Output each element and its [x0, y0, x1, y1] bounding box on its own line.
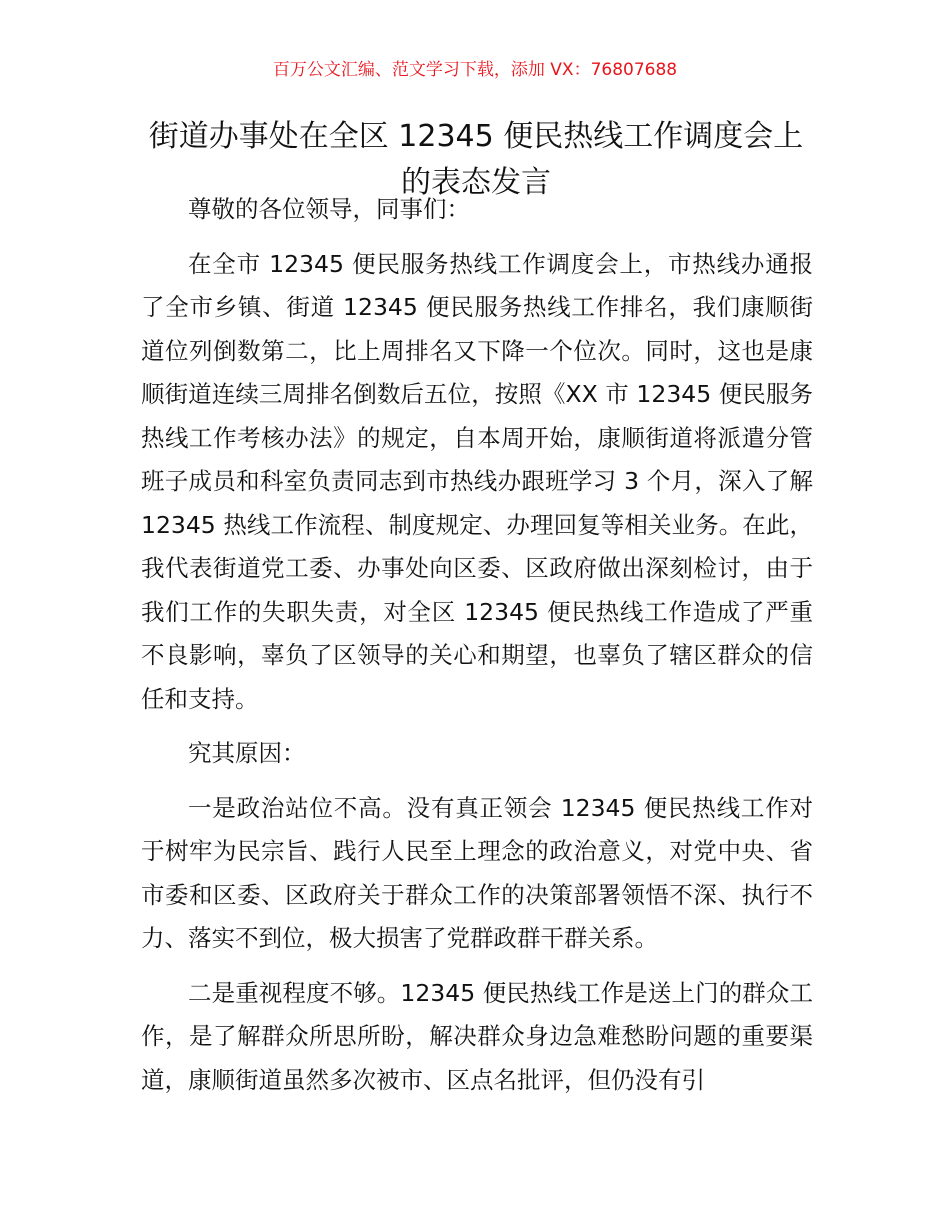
salutation-paragraph: 尊敬的各位领导，同事们： — [188, 195, 470, 223]
document-body — [141, 188, 813, 1102]
watermark-banner: 百万公文汇编、范文学习下载，添加 VX：76807688 — [272, 60, 678, 80]
reason-two-paragraph: 二是重视程度不够。12345 便民热线工作是送上门的群众工作，是了解群众所思所盼，解决群众身边急难愁盼问题的重要渠道，康顺街道虽然多次被市、区点名批评，但仍没有引 — [141, 978, 813, 1094]
document-title: 街道办事处在全区 12345 便民热线工作调度会上的表态发言 — [148, 119, 804, 200]
intro-paragraph: 在全市 12345 便民服务热线工作调度会上，市热线办通报了全市乡镇、街道 12345 便民服务热线工作排名，我们康顺街道位列倒数第二，比上周排名又下降一个位次。同时，这也是康顺街道连续三周排名倒数后五位，按照《XX 市 12345 便民服务热线工作考核办法》的规定，自本周开始，康顺街道将派遣分管班子成员和科室负责同志到市热线办跟班学习 3 个月，深入了解 12345 热线工作流程、制度规定、办理回复等相关业务。在此，我代表街道党工委、办事处向区委、区政府做出深刻检讨，由于我们工作的失职失责，对全区 12345 便民热线工作造成了严重不良影响，辜负了区领导的关心和期望，也辜负了辖区群众的信任和支持。 — [141, 249, 813, 713]
reasons-heading-paragraph: 究其原因： — [188, 739, 306, 767]
reason-one-paragraph: 一是政治站位不高。没有真正领会 12345 便民热线工作对于树牢为民宗旨、践行人民至上理念的政治意义，对党中央、省市委和区委、区政府关于群众工作的决策部署领悟不深、执行不力、落实不到位，极大损害了党群政群干群关系。 — [141, 793, 813, 952]
